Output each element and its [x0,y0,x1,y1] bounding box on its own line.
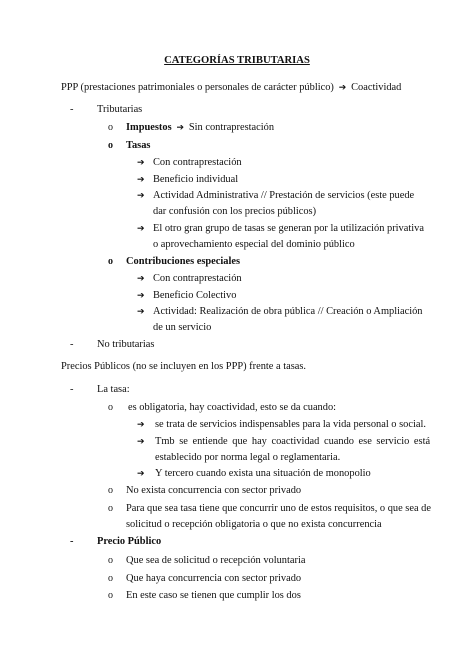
arrow-right-icon: ➔ [137,436,145,446]
bullet-dash: - [70,104,74,115]
arrow-right-icon: ➔ [137,273,145,283]
tasa-cond: es obligatoria, hay coactividad, esto se da cuando: [128,402,337,413]
contribuciones-item: Actividad: Realización de obra pública // Creación o Ampliación [153,306,423,317]
circle-bullet-icon: o [108,503,113,514]
tasas-item-cont: dar confusión con los precios públicos) [153,206,317,217]
tasa-cond-cont: solicitud o recepción obligatoria o que no exista concurrencia [126,519,382,530]
tasas-item-cont: o aprovechamiento especial del dominio público [153,239,355,250]
contribuciones-item-cont: de un servicio [153,322,212,333]
arrow-right-icon: ➔ [137,174,145,184]
circle-bullet-icon: o [108,122,113,133]
tasa-sub-item: Tmb se entiende que hay coactividad cuando ese servicio está [155,436,431,447]
precios-intro: Precios Públicos (no se incluyen en los PPP) frente a tasas. [61,361,307,372]
circle-bullet-icon: o [108,140,113,151]
tasa-sub-item: Y tercero cuando exista una situación de monopolio [155,468,371,479]
impuestos-line [126,123,274,133]
tasas-label: Tasas [126,140,151,151]
contribuciones-item: Beneficio Colectivo [153,290,237,301]
tasa-sub-item-cont: establecido por norma legal o reglamentaria. [155,452,341,463]
arrow-right-icon: ➔ [336,82,349,92]
contribuciones-label: Contribuciones especiales [126,256,241,267]
circle-bullet-icon: o [108,573,113,584]
tasa-cond: No exista concurrencia con sector privado [126,485,302,496]
pp-item: Que haya concurrencia con sector privado [126,573,302,584]
impuestos-note: Sin contraprestación [188,122,275,133]
circle-bullet-icon: o [108,402,113,413]
circle-bullet-icon: o [108,590,113,601]
page-title: CATEGORÍAS TRIBUTARIAS [164,55,310,66]
impuestos-label: Impuestos [126,122,172,133]
tasas-item: Actividad Administrativa // Prestación de servicios (este puede [153,190,415,201]
arrow-right-icon: ➔ [137,419,145,429]
arrow-right-icon: ➔ [137,306,145,316]
circle-bullet-icon: o [108,555,113,566]
ppp-line [61,83,401,93]
arrow-right-icon: ➔ [137,290,145,300]
no-tributarias-label: No tributarias [97,339,155,350]
arrow-right-icon: ➔ [137,223,145,233]
tributarias-label: Tributarias [97,104,143,115]
bullet-dash: - [70,384,74,395]
ppp-text: PPP (prestaciones patrimoniales o personales de carácter público) [61,82,334,93]
bullet-dash: - [70,339,74,350]
ppp-result: Coactividad [351,82,402,93]
arrow-right-icon: ➔ [137,157,145,167]
arrow-right-icon: ➔ [137,468,145,478]
tasa-cond: Para que sea tasa tiene que concurrir uno de estos requisitos, o que sea de [126,503,431,514]
pp-item: Que sea de solicitud o recepción voluntaria [126,555,306,566]
bullet-dash: - [70,536,74,547]
arrow-right-icon: ➔ [174,122,187,132]
circle-bullet-icon: o [108,256,113,267]
contribuciones-item: Con contraprestación [153,273,242,284]
arrow-right-icon: ➔ [137,190,145,200]
precio-publico-label: Precio Público [97,536,162,547]
la-tasa-label: La tasa: [97,384,130,395]
circle-bullet-icon: o [108,485,113,496]
tasas-item: Beneficio individual [153,174,239,185]
tasas-item: Con contraprestación [153,157,242,168]
pp-item: En este caso se tienen que cumplir los dos [126,590,301,601]
tasas-item: El otro gran grupo de tasas se generan por la utilización privativa [153,223,424,234]
tasa-sub-item: se trata de servicios indispensables para la vida personal o social. [155,419,426,430]
